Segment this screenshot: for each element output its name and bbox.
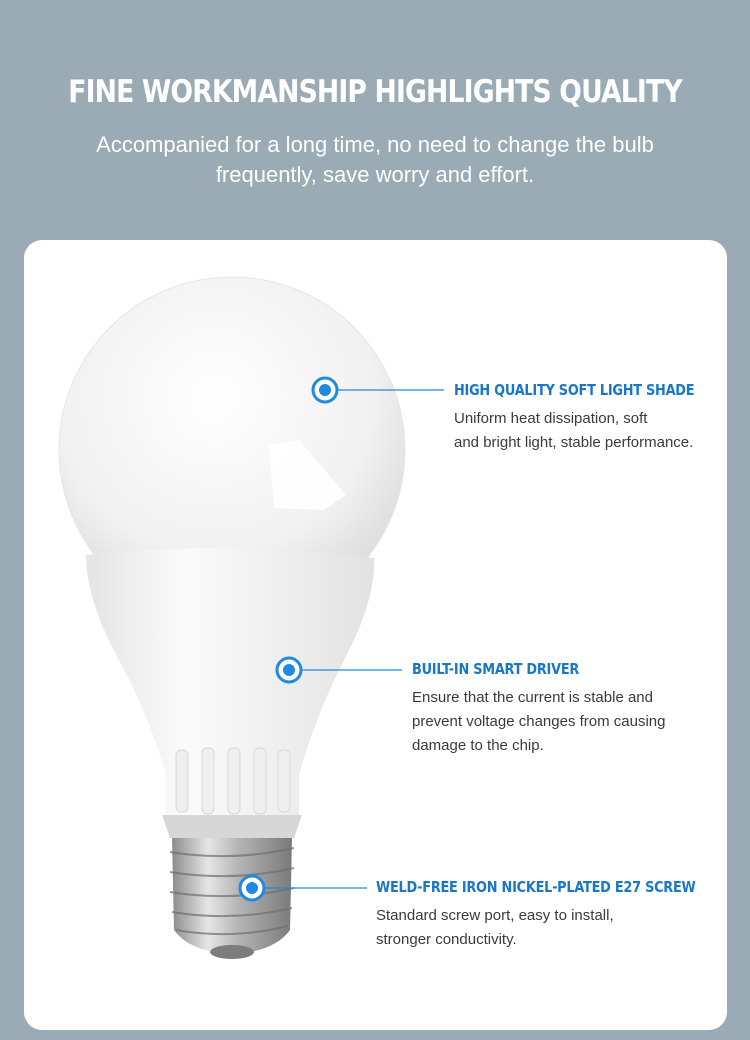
marker-3 xyxy=(240,876,264,900)
desc-line: and bright light, stable performance. xyxy=(454,434,694,451)
marker-2 xyxy=(277,658,301,682)
subtitle-line: frequently, save worry and effort. xyxy=(215,162,535,187)
callout-desc-light-shade xyxy=(454,407,693,455)
desc-line: Standard screw port, easy to install, xyxy=(376,907,614,924)
feature-card xyxy=(24,240,727,1030)
bulb-neck xyxy=(162,815,302,838)
callout-title-light-shade: HIGH QUALITY SOFT LIGHT SHADE xyxy=(454,381,695,399)
desc-line: Uniform heat dissipation, soft xyxy=(454,410,648,427)
desc-line: prevent voltage changes from causing xyxy=(412,713,666,730)
callout-title-screw: WELD-FREE IRON NICKEL-PLATED E27 SCREW xyxy=(376,878,696,896)
callout-desc-screw xyxy=(376,904,614,952)
callout-desc-smart-driver xyxy=(412,686,665,758)
subtitle-line: Accompanied for a long time, no need to change the bulb xyxy=(96,132,654,157)
screw-tip xyxy=(210,945,254,959)
desc-line: Ensure that the current is stable and xyxy=(412,689,653,706)
page-subtitle xyxy=(40,130,710,190)
desc-line: stronger conductivity. xyxy=(376,931,517,948)
page-title: FINE WORKMANSHIP HIGHLIGHTS QUALITY xyxy=(68,74,682,110)
marker-1 xyxy=(313,378,337,402)
desc-line: damage to the chip. xyxy=(412,737,544,754)
callout-title-smart-driver: BUILT-IN SMART DRIVER xyxy=(412,660,580,678)
